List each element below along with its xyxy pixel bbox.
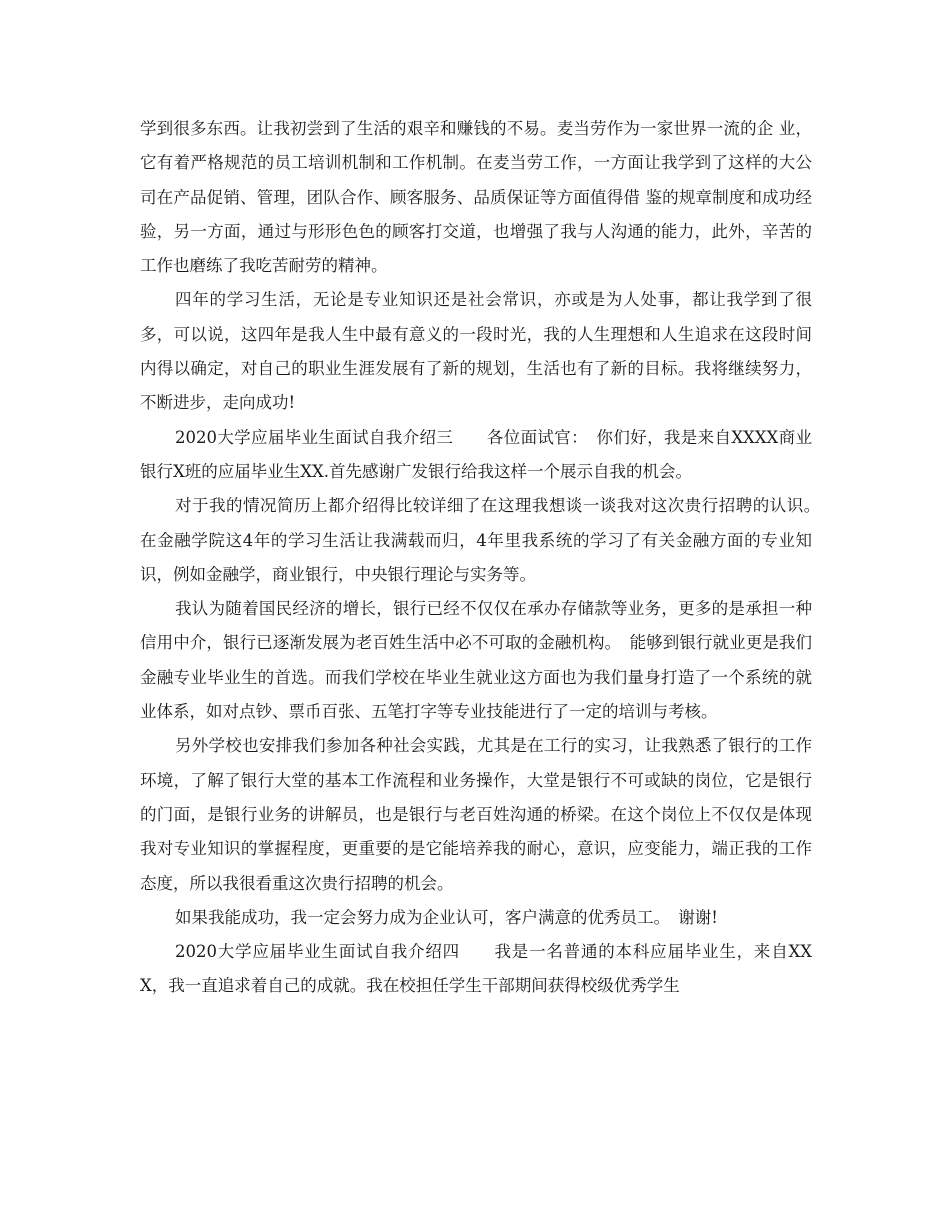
paragraph-4: 对于我的情况简历上都介绍得比较详细了在这理我想谈一谈我对这次贵行招聘的认识。 在金融学院这4年的学习生活让我满载而归，4年里我系统的学习了有关金融方面的专业知识，例如金融学，商业银行，中央银行理论与实务等。	[140, 496, 829, 584]
document-body	[140, 112, 829, 1004]
paragraph-6: 另外学校也安排我们参加各种社会实践，尤其是在工行的实习，让我熟悉了银行的工作环境，了解了银行大堂的基本工作流程和业务操作，大堂是银行不可或缺的岗位，它是银行的门面，是银行业务的讲解员，也是银行与老百姓沟通的桥梁。在这个岗位上不仅仅是体现我对专业知识的掌握程度，更重要的是它能培养我的耐心，意识，应变能力，端正我的工作态度，所以我很看重这次贵行招聘的机会。	[140, 736, 812, 893]
paragraph-5: 我认为随着国民经济的增长，银行已经不仅仅在承办存储款等业务，更多的是承担一种信用中介，银行已逐渐发展为老百姓生活中必不可取的金融机构。 能够到银行就业更是我们金融专业毕业生的首选。而我们学校在毕业生就业这方面也为我们量身打造了一个系统的就业体系，如对点钞、票币百张、五笔打字等专业技能进行了一定的培训与考核。	[140, 599, 812, 722]
paragraph-3: 2020大学应届毕业生面试自我介绍三 各位面试官： 你们好，我是来自XXXX商业银行X班的应届毕业生XX.首先感谢广发银行给我这样一个展示自我的机会。	[140, 427, 812, 481]
paragraph-1: 学到很多东西。让我初尝到了生活的艰辛和赚钱的不易。麦当劳作为一家世界一流的企 业，它有着严格规范的员工培训机制和工作机制。在麦当劳工作，一方面让我学到了这样的大公司在产品促销、管理，团队合作、顾客服务、品质保证等方面值得借 鉴的规章制度和成功经验，另一方面，通过与形形色色的顾客打交道，也增强了我与人沟通的能力，此外，辛苦的工作也磨练了我吃苦耐劳的精神。	[140, 119, 812, 276]
paragraph-8: 2020大学应届毕业生面试自我介绍四 我是一名普通的本科应届毕业生，来自XXX，我一直追求着自己的成就。我在校担任学生干部期间获得校级优秀学生	[140, 942, 812, 996]
paragraph-2: 四年的学习生活，无论是专业知识还是社会常识，亦或是为人处事，都让我学到了很多，可以说，这四年是我人生中最有意义的一段时光，我的人生理想和人生追求在这段时间内得以确定，对自己的职业生涯发展有了新的规划，生活也有了新的目标。我将继续努力，不断进步，走向成功!	[140, 290, 812, 413]
paragraph-7: 如果我能成功，我一定会努力成为企业认可，客户满意的优秀员工。 谢谢!	[175, 907, 718, 927]
